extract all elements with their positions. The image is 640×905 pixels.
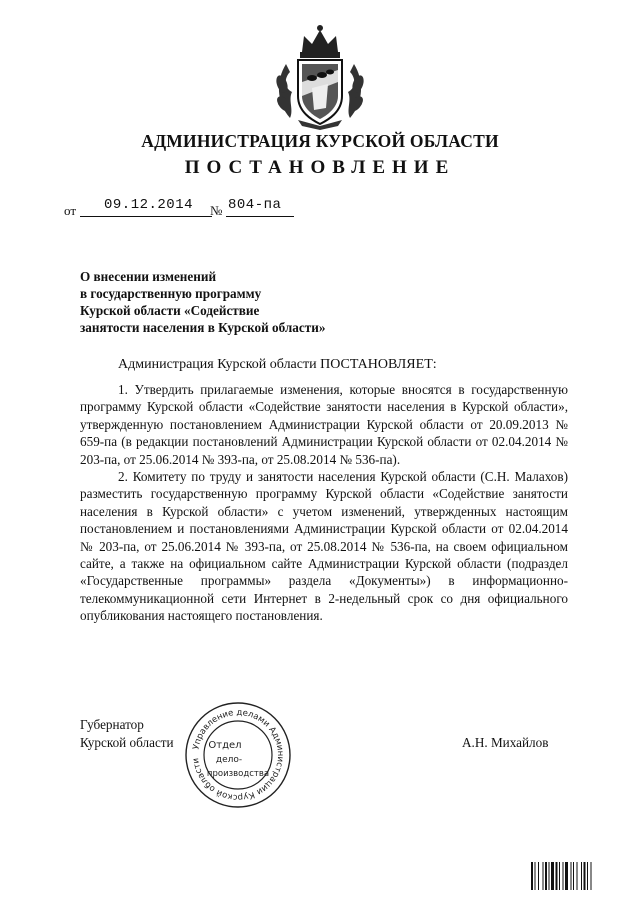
date-underline	[80, 216, 212, 217]
document-date: 09.12.2014	[104, 197, 194, 213]
stamp-center-line: Отдел	[208, 740, 242, 751]
subject-line: О внесении изменений	[80, 269, 217, 284]
stamp-ring-text: Управление делами Администрации Курской области	[191, 707, 286, 803]
subject-line: занятости населения в Курской области»	[80, 320, 326, 335]
document-body	[80, 381, 568, 625]
coat-of-arms-icon	[268, 22, 372, 130]
decree-statement: Администрация Курской области ПОСТАНОВЛЯЕТ:	[118, 357, 437, 372]
date-label: от	[64, 203, 77, 218]
document-number: 804-па	[228, 197, 282, 213]
signatory-position	[80, 716, 174, 752]
number-underline	[226, 216, 294, 217]
position-line: Курской области	[80, 735, 174, 750]
document-type: ПОСТАНОВЛЕНИЕ	[184, 157, 456, 178]
document-meta	[64, 197, 364, 223]
document-subject	[80, 268, 400, 336]
official-stamp	[183, 700, 293, 810]
subject-line: в государственную программу	[80, 286, 262, 301]
barcode-icon	[531, 862, 613, 890]
subject-line: Курской области «Содействие	[80, 303, 260, 318]
paragraph: 1. Утвердить прилагаемые изменения, которые вносятся в государственную программу Курской области «Содействие занятости населения в Курской области», утвержденную постановлением Администрации Курской области от 20.09.2013 № 659-па (в редакции постановлений Администрации Курской области от 02.04.2014 № 203-па, от 25.06.2014 № 393-па, от 25.08.2014 № 536-па).	[80, 382, 568, 467]
paragraph: 2. Комитету по труду и занятости населения Курской области (С.Н. Малахов) разместить государственную программу Курской области «Содействие занятости населения в Курской области» с учетом изменений, утвержденных настоящим постановлением и постановлениями Администрации Курской области от 02.04.2014 № 203-па, от 25.06.2014 № 393-па, от 25.08.2014 № 536-па, на своем официальном сайте, а также на официальном сайте Администрации Курской области (подраздел «Государственные программы» раздела «Документы») в информационно-телекоммуникационной сети Интернет в 2-недельный срок со дня официального опубликования настоящего постановления.	[80, 469, 568, 624]
signatory-name: А.Н. Михайлов	[462, 735, 549, 750]
number-label: №	[210, 203, 223, 218]
stamp-center-line: дело-	[215, 755, 243, 765]
position-line: Губернатор	[80, 717, 144, 732]
stamp-center-line: производства	[206, 769, 270, 779]
organization-title: АДМИНИСТРАЦИЯ КУРСКОЙ ОБЛАСТИ	[141, 131, 499, 151]
